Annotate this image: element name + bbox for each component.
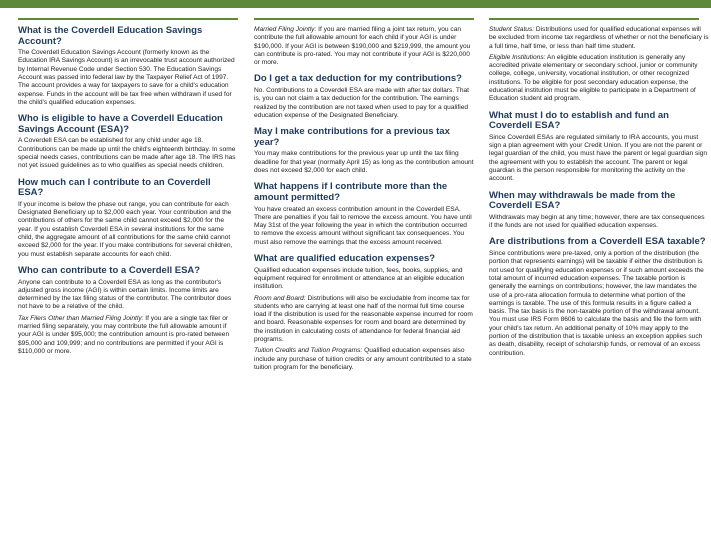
column-rule-2 [254,18,474,20]
section-paragraph [18,201,238,259]
section-paragraph [254,26,474,67]
section-heading: Who is eligible to have a Coverdell Education Savings Account (ESA)? [18,113,223,135]
text-column-2 [254,26,474,379]
paragraph-text: The Coverdell Education Savings Account (formerly known as the Education IRA Savings Account) is an irrevocable trust account authorized by Internal Revenue Code under Section 530. The Education Savings Account was passed into federal law by the Taxpayer Relief Act of 1997. The account provides a way for taxpayers to save for a child's education expense. Funds in the account will be tax free when withdrawn if used for the child's qualified education expenses. [18,49,235,106]
paragraph-text: Since Coverdell ESAs are regulated similarly to IRA accounts, you must sign a plan agreement with your Credit Union. If you are not the parent or legal guardian of the child, you must have the parent or legal guardian sign the agreement with you to establish the account. The parent or legal guardian is the person responsible for monitoring the activity on the account. [489,133,708,183]
paragraph-text: Since contributions were pre-taxed, only a portion of the distribution (the portion that represents earnings) will be taxable if either the distribution is not used for qualifying education expenses or if such amount exceeds the total amount of incurred education expenses. The taxable portion is generally the earnings on contributions; however, the law mandates the use of a pro-rata allocation formula to determine what portion of the earnings is taxable. The use of this formula results in a figure called a basis. The tax basis is the non-taxable portion of the withdrawal amount. You must use IRS Form 8606 to calculate the basis and file the form with your child's tax return. An additional penalty of 10% may apply to the portion of the distribution that is taxable unless an exception applies such as death, disability, receipt of scholarship funds, or removal of an excess contribution. [489,250,704,357]
section-heading: What are qualified education expenses? [254,253,436,265]
faq-section [18,26,238,107]
section-heading: What is the Coverdell Education Savings Account? [18,25,203,47]
section-heading: What must I do to establish and fund an Coverdell ESA? [489,109,669,132]
paragraph-text: Distributions will also be excludable from income tax for students who are carrying at least one half of the normal full time course load if the distribution is used for the reasonable expense incurred for room and board. Reasonable expenses for room and board are determined by the institution in calculating costs of attendance for federal financial aid programs. [254,294,473,343]
section-heading: May I make contributions for a previous tax year? [254,126,450,148]
text-column-3 [489,26,709,365]
section-heading: Do I get a tax deduction for my contributions? [254,73,462,85]
paragraph-lead: Married Filing Jointly: [254,26,317,33]
section-paragraph [489,26,709,51]
faq-section [18,266,238,356]
section-paragraph [254,295,474,345]
faq-section [254,74,474,120]
section-heading: Are distributions from a Coverdell ESA taxable? [489,236,706,248]
section-heading: How much can I contribute to an Coverdell ESA? [18,176,211,199]
paragraph-text: Anyone can contribute to a Coverdell ESA as long as the contributor's adjusted gross income (AGI) is within certain limits. Income limits are determined by the tax filing status of the contributor. The contributor does not have to be a relative of the child. [18,278,232,311]
section-heading: What happens if I contribute more than the amount permitted? [254,181,448,203]
paragraph-text: You may make contributions for the previous year up until the tax filing deadline for that year (normally April 15) as long as the contribution amount does not exceed $2,000 for each child. [254,150,474,175]
text-column-1 [18,26,238,363]
section-paragraph [489,54,709,104]
section-heading: Who can contribute to a Coverdell ESA? [18,264,201,276]
section-paragraph [489,214,709,231]
faq-section [254,254,474,372]
faq-section [489,191,709,231]
section-paragraph [18,279,238,312]
paragraph-text: Qualified education expenses include tuition, fees, books, supplies, and equipment required for enrollment or attendance at an eligible education institution. [254,266,465,291]
faq-section [254,127,474,175]
section-paragraph [254,267,474,292]
faq-section [254,26,474,67]
section-paragraph [18,315,238,356]
section-paragraph [489,250,709,358]
section-heading: When may withdrawals be made from the Coverdell ESA? [489,189,676,212]
section-paragraph [254,150,474,175]
paragraph-lead: Tuition Credits and Tuition Programs: [254,347,363,355]
paragraph-text: Distributions used for qualified educational expenses will be excluded from income tax regardless of whether or not the beneficiary is a full time, half time, or less than half time student. [489,26,709,50]
paragraph-text: An eligible education institution is generally any accredited private elementary or secondary school, junior or community college, college, university, vocational institution, or other recognized institutions. To be eligible for post secondary education expense, the educational institution must be eligible to participate in a Department of Education student aid program. [489,53,698,103]
paragraph-text: If you are married filing a joint tax return, you can contribute the full allowable amount for each child if your AGI is under $190,000. If your AGI is between $190,000 and $219,999, the amount you can contribute is pro-rated. You may not contribute if your AGI is $220,000 or more. [254,26,471,67]
faq-section [18,178,238,259]
faq-section [489,26,709,104]
faq-section [489,237,709,357]
section-paragraph [254,206,474,247]
paragraph-text: You have created an excess contribution amount in the Coverdell ESA. There are penalties if you fail to remove the excess amount. You have until May 31st of the year following the year in which the contribution occurred to remove the excess amount without significant tax consequences. You must also remove the earnings that the excess amount received. [254,205,472,246]
paragraph-lead: Student Status: [489,26,535,33]
paragraph-text: A Coverdell ESA can be established for any child under age 18. Contributions can be made up until the child's eighteenth birthday. In some special needs cases, contributions can be made after age 18. The IRS has not yet issued guidelines as to who qualifies as special needs children. [18,137,236,170]
paragraph-lead: Eligible Institutions: [489,53,546,61]
section-paragraph [18,49,238,107]
column-rule-1 [18,18,238,20]
faq-section [18,114,238,170]
section-paragraph [18,137,238,170]
column-rule-3 [489,18,699,20]
paragraph-text: Qualified education expenses also include any purchase of tuition credits or any amount contributed to a state tuition program for the beneficiary. [254,347,472,371]
paragraph-text: If you are a single tax filer or married filing separately, you may contribute the full allowable amount if your AGI is under $95,000; the contribution amount is pro-rated between $95,000 and 109,999; and no contributions are permitted if your AGI is $110,000 or more. [18,314,230,355]
faq-section [254,182,474,247]
section-paragraph [254,347,474,372]
paragraph-lead: Room and Board: [254,294,306,302]
paragraph-text: If your income is below the phase out range, you can contribute for each Designated Beneficiary up to $2,000 each year. Your contribution and the contributions of others for the same child cannot exceed $2,000 for the year. If you establish Coverdell ESA in several institutions for the same child, the aggregate amount of all contributions for the same child cannot exceed $2,000 for the year. If you make contributions for several children, you must establish separate accounts for each child. [18,200,233,258]
paragraph-text: No. Contributions to a Coverdell ESA are made with after tax dollars. That is, you can not claim a tax deduction for the contribution. The earnings realized by the contribution are not taxed when used to pay for a qualified education expense of the Designated Beneficiary. [254,87,470,119]
top-green-bar [0,0,711,8]
faq-section [489,111,709,184]
paragraph-lead: Tax Filers Other than Married Filing Jointly: [18,314,144,322]
section-paragraph [254,87,474,120]
section-paragraph [489,134,709,184]
paragraph-text: Withdrawals may begin at any time; however, there are tax consequences if the funds are not used for qualified education expenses. [489,213,705,230]
